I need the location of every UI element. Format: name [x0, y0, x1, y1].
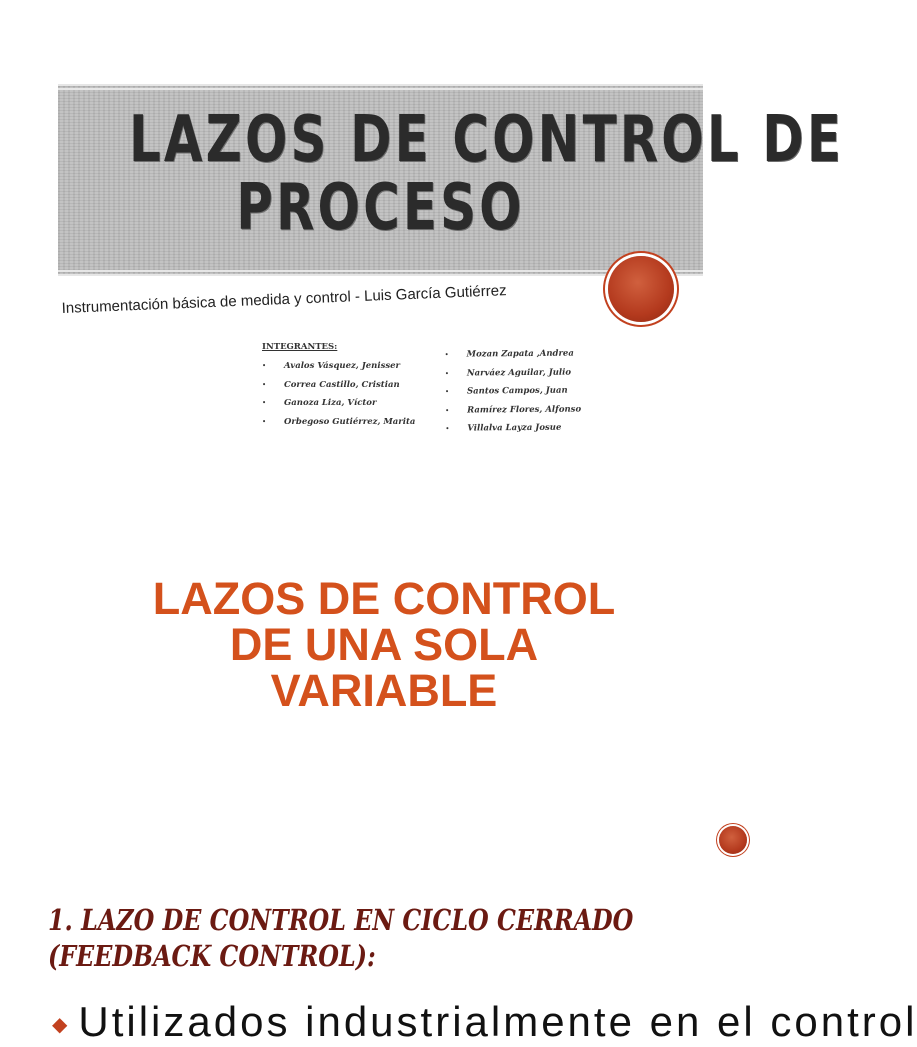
section-title-line-1: LAZOS DE CONTROL [152, 573, 616, 624]
slide-title-line-2: PROCESO [236, 171, 525, 245]
member-item: • Narváez Aguilar, Julio [467, 366, 581, 385]
bullet-icon: ◆ [52, 1013, 71, 1036]
member-item: • Avalos Vásquez, Jenisser [284, 360, 415, 379]
member-item: • Correa Castillo, Cristian [284, 379, 415, 398]
section-title-line-2: DE UNA SOLA [229, 619, 539, 670]
member-item: • Villalva Layza Josue [467, 422, 581, 441]
section-title [0, 573, 768, 716]
slide-title-line-1: LAZOS DE CONTROL DE [128, 103, 845, 177]
member-item: • Mozan Zapata ,Andrea [467, 348, 581, 367]
subsection-heading-line-1: 1. LAZO DE CONTROL EN CICLO CERRADO [48, 903, 634, 937]
title-banner [58, 84, 845, 276]
bullet-paragraph [52, 1000, 917, 1047]
decorative-circle-large [608, 256, 674, 322]
subsection-heading-line-2: (FEEDBACK CONTROL): [48, 939, 376, 973]
bullet-text: Utilizados industrialmente en el control [78, 998, 917, 1045]
member-item: • Santos Campos, Juan [467, 385, 581, 404]
slide-title [128, 103, 845, 245]
members-heading: INTEGRANTES: [262, 342, 338, 352]
member-item: • Ramírez Flores, Alfonso [467, 403, 581, 422]
decorative-circle-small [719, 826, 747, 854]
member-item: • Orbegoso Gutiérrez, Marita [284, 416, 415, 435]
section-title-line-3: VARIABLE [270, 665, 498, 716]
member-item: • Ganoza Liza, Víctor [284, 397, 415, 416]
slide-subtitle: Instrumentación básica de medida y control - Luis García Gutiérrez [61, 282, 507, 317]
members-list-left [284, 360, 415, 434]
subsection-heading [48, 902, 633, 974]
members-list-right [467, 348, 582, 441]
members-block [262, 342, 622, 432]
